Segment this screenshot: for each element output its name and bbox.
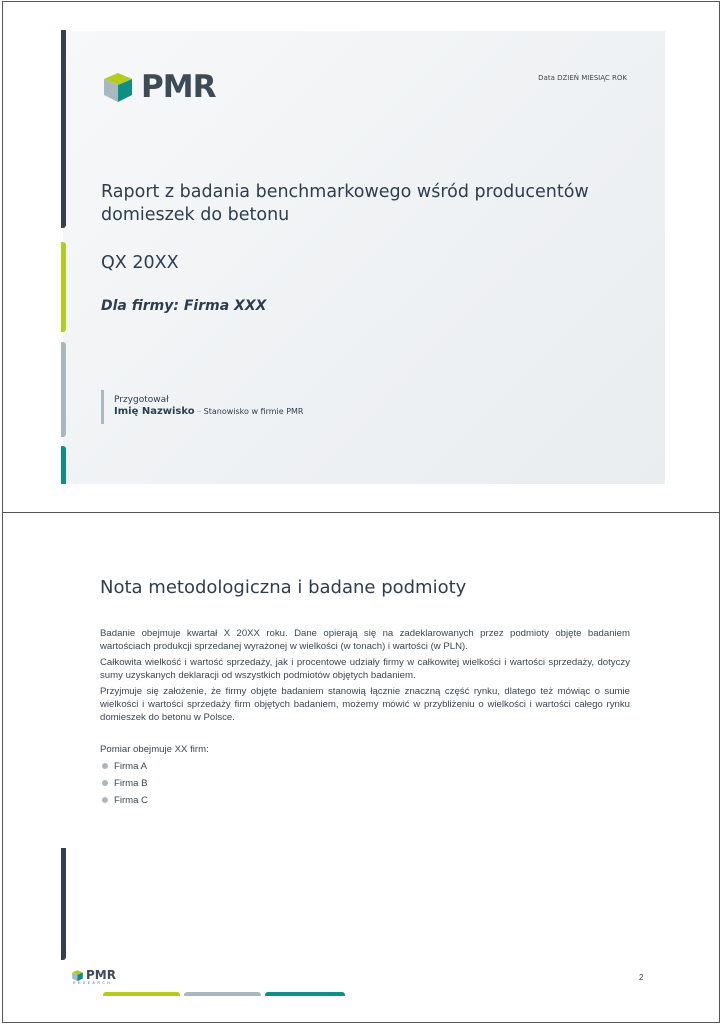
list-item bbox=[102, 760, 148, 777]
footer-logo-sub: RESEARCH bbox=[73, 981, 113, 985]
prepared-label: Przygotował bbox=[114, 395, 169, 405]
paragraph-1: Badanie obejmuje kwartał X 20XX roku. Dane opierają się na zadeklarowanych przez podmioty objęte badaniem wartościach produkcji sprzedanej wyrażonej w wielkości (w tonach) i wartości (w PLN). bbox=[100, 628, 630, 652]
prepared-accent bbox=[101, 390, 104, 424]
slide-heading: Nota metodologiczna i badane podmioty bbox=[100, 577, 467, 598]
pmr-logo bbox=[101, 69, 215, 105]
paragraph-2: Całkowita wielkość i wartość sprzedaży, jak i procentowe udziały firmy w całkowitej wielkości i wartości sprzedaży, dotyczy sumy uzyskanych deklaracji od wszystkich podmiotów objętych badaniem. bbox=[100, 657, 630, 681]
list-item bbox=[102, 777, 148, 794]
firm-name: Firma C bbox=[114, 795, 149, 806]
footer-stripe-grey bbox=[184, 992, 261, 996]
footer-stripe-teal bbox=[265, 992, 345, 996]
logo-text: PMR bbox=[141, 69, 216, 105]
list-item bbox=[102, 794, 148, 811]
report-title: Raport z badania benchmarkowego wśród producentów domieszek do betonu bbox=[101, 182, 589, 225]
firm-name: Firma B bbox=[114, 778, 148, 789]
firm-name: Firma A bbox=[114, 761, 148, 772]
firm-list bbox=[102, 760, 148, 811]
bullet-icon bbox=[102, 797, 108, 803]
author-name: Imię Nazwisko bbox=[114, 406, 195, 417]
firms-intro: Pomiar obejmuje XX firm: bbox=[100, 744, 209, 755]
report-quarter: QX 20XX bbox=[101, 253, 179, 273]
footer-logo-text: PMR bbox=[86, 968, 116, 982]
report-company: Dla firmy: Firma XXX bbox=[101, 298, 267, 314]
prepared-by bbox=[114, 406, 303, 417]
accent-bar-teal bbox=[61, 446, 66, 484]
author-role: Stanowisko w firmie PMR bbox=[203, 407, 304, 416]
report-date: Data DZIEŃ MIESIĄC ROK bbox=[538, 74, 627, 82]
author-separator: – bbox=[196, 406, 202, 417]
title-slide bbox=[2, 1, 720, 513]
accent-bar-dark bbox=[61, 848, 66, 960]
accent-bar-lime bbox=[61, 242, 66, 332]
footer-stripe-lime bbox=[103, 992, 180, 996]
pmr-cube-icon bbox=[71, 969, 84, 982]
accent-bar-grey bbox=[61, 342, 66, 437]
methodology-slide bbox=[2, 512, 720, 1023]
bullet-icon bbox=[102, 780, 108, 786]
bullet-icon bbox=[102, 763, 108, 769]
page-number: 2 bbox=[639, 973, 644, 982]
paragraph-3: Przyjmuje się założenie, że firmy objęte badaniem stanowią łącznie znaczną część rynku, dlatego też mówiąc o sumie wielkości i wartości sprzedaży firm objętych badaniem, możemy mówić w przybliżeniu o wielkości i wartości całego rynku domieszek do betonu w Polsce. bbox=[100, 686, 630, 723]
pmr-cube-icon bbox=[101, 70, 135, 104]
accent-bar-dark bbox=[61, 30, 66, 228]
